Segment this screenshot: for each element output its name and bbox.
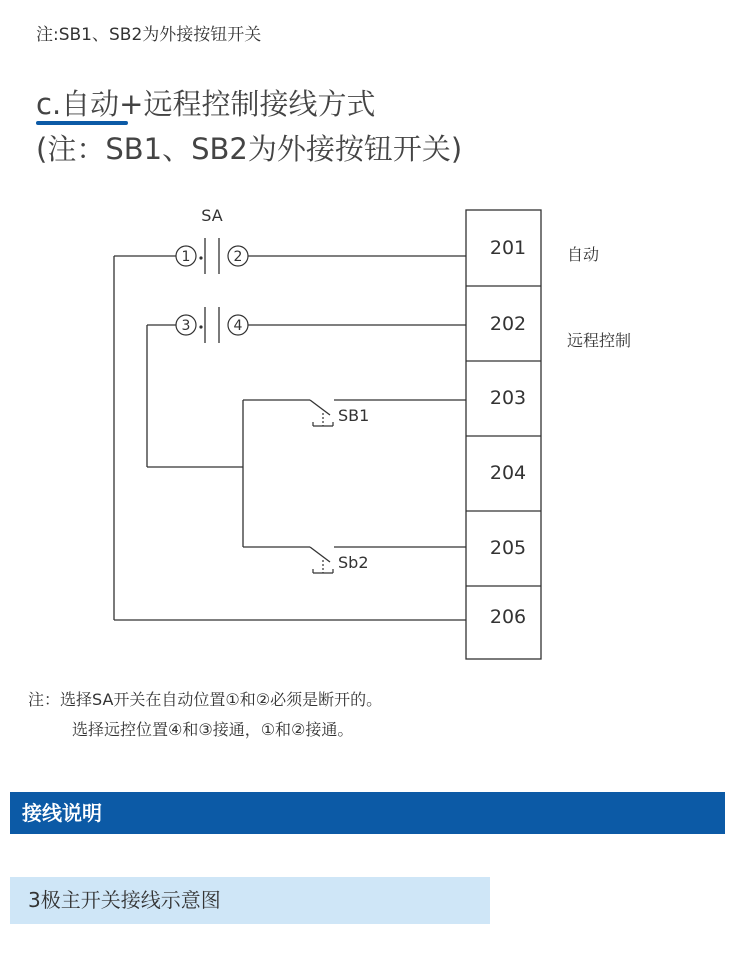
diagram-notes [28, 685, 382, 745]
note-line-2: 选择远控位置④和③接通，①和②接通。 [72, 720, 354, 739]
sa-label: SA [201, 206, 223, 225]
terminal-block [466, 210, 541, 659]
main-switch-diagram-heading: 3极主开关接线示意图 [10, 877, 490, 924]
note-line-1: 注：选择SA开关在自动位置①和②必须是断开的。 [28, 690, 383, 709]
circle-label-2: 2 [233, 249, 243, 265]
terminal-201: 201 [489, 237, 527, 259]
circle-label-3: 3 [181, 318, 191, 334]
sb2-label: Sb2 [338, 553, 369, 572]
terminal-204: 204 [489, 462, 527, 484]
section-title-text: c.自动+远程控制接线方式 [36, 87, 376, 121]
side-label-auto: 自动 [567, 245, 600, 264]
sb2-contact [310, 547, 330, 562]
terminal-206: 206 [489, 606, 527, 628]
section-subtitle: (注：SB1、SB2为外接按钮开关) [36, 132, 463, 166]
terminal-202: 202 [489, 313, 527, 335]
circle-label-1: 1 [181, 249, 191, 265]
top-note: 注:SB1、SB2为外接按钮开关 [36, 25, 262, 45]
title-underline [36, 121, 128, 125]
sb1-label: SB1 [338, 406, 370, 425]
terminal-203: 203 [489, 387, 527, 409]
wiring-diagram [0, 190, 750, 670]
terminal-205: 205 [489, 537, 527, 559]
sb1-contact [310, 400, 330, 415]
side-label-remote: 远程控制 [567, 331, 632, 350]
wiring-description-header: 接线说明 [10, 792, 725, 834]
section-title [36, 86, 375, 122]
circle-label-4: 4 [233, 318, 243, 334]
